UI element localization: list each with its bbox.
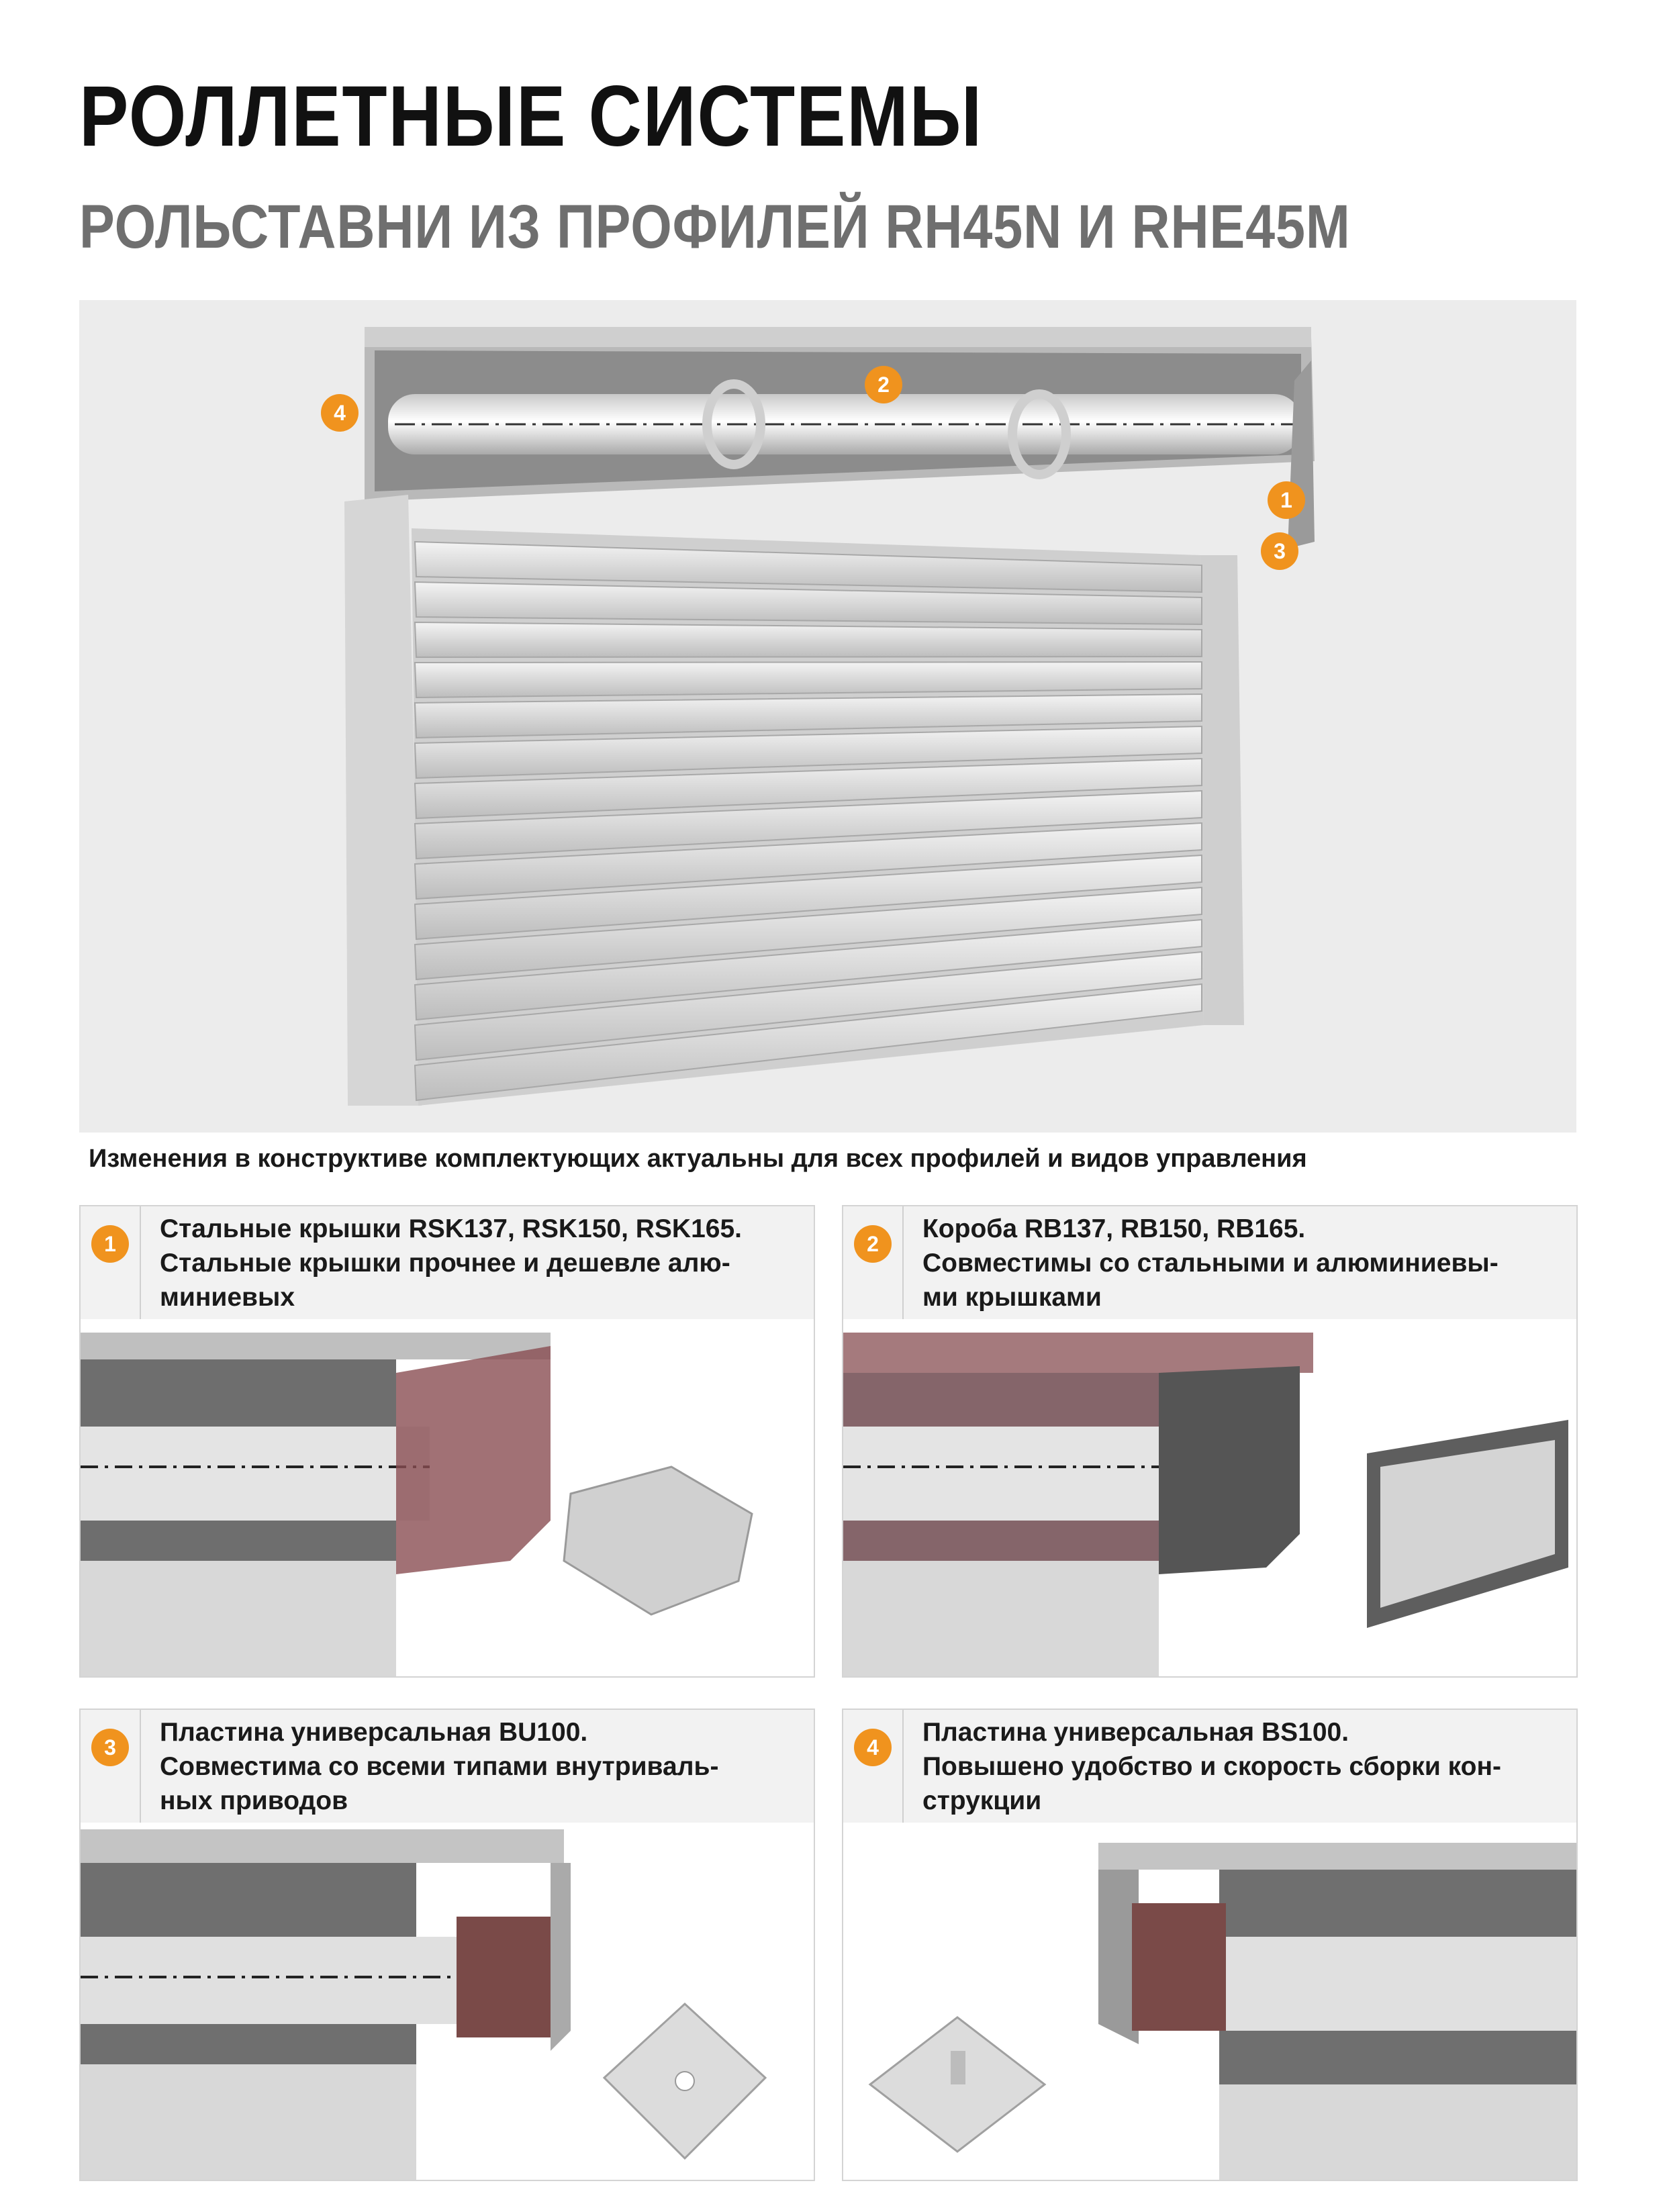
number-badge: 3	[91, 1729, 129, 1766]
steel-cover-image	[81, 1319, 814, 1676]
hero-marker-2: 2	[865, 366, 902, 403]
number-badge: 2	[854, 1225, 892, 1263]
page-title: РОЛЛЕТНЫЕ СИСТЕМЫ	[79, 68, 984, 164]
universal-plate-bs100-image	[843, 1823, 1576, 2180]
page-subtitle: РОЛЬСТАВНИ ИЗ ПРОФИЛЕЙ RH45N И RHE45M	[79, 193, 1351, 261]
card-description: Короба RB137, RB150, RB165. Совместимы со стальными и алюминиевы- ми крышками	[922, 1214, 1498, 1312]
number-badge: 1	[91, 1225, 129, 1263]
shutter-curtain	[412, 528, 1204, 1106]
card-description: Пластина универсальная BS100. Повышено удобство и скорость сборки кон- струкции	[922, 1718, 1501, 1815]
feature-card-boxes	[842, 1205, 1578, 1678]
card-header	[81, 1206, 814, 1319]
hero-marker-3: 3	[1261, 532, 1298, 570]
feature-card-universal-plate-bs100	[842, 1709, 1578, 2181]
box-profile-image	[843, 1319, 1576, 1676]
card-header	[843, 1206, 1576, 1319]
card-description: Стальные крышки RSK137, RSK150, RSK165. Стальные крышки прочнее и дешевле алю- миниевых	[160, 1214, 742, 1312]
roller-shutter-drawing	[79, 300, 1576, 1133]
feature-card-steel-covers	[79, 1205, 815, 1678]
universal-plate-bu100-image	[81, 1823, 814, 2180]
hero-caption: Изменения в конструктиве комплектующих актуальны для всех профилей и видов управления	[89, 1145, 1307, 1173]
card-header	[843, 1710, 1576, 1823]
hero-marker-4: 4	[321, 394, 359, 432]
number-badge: 4	[854, 1729, 892, 1766]
hero-illustration	[79, 300, 1576, 1133]
hero-marker-1: 1	[1268, 481, 1305, 519]
card-description: Пластина универсальная BU100. Совместима со всеми типами внутриваль- ных приводов	[160, 1718, 719, 1815]
card-header	[81, 1710, 814, 1823]
feature-card-universal-plate-bu100	[79, 1709, 815, 2181]
